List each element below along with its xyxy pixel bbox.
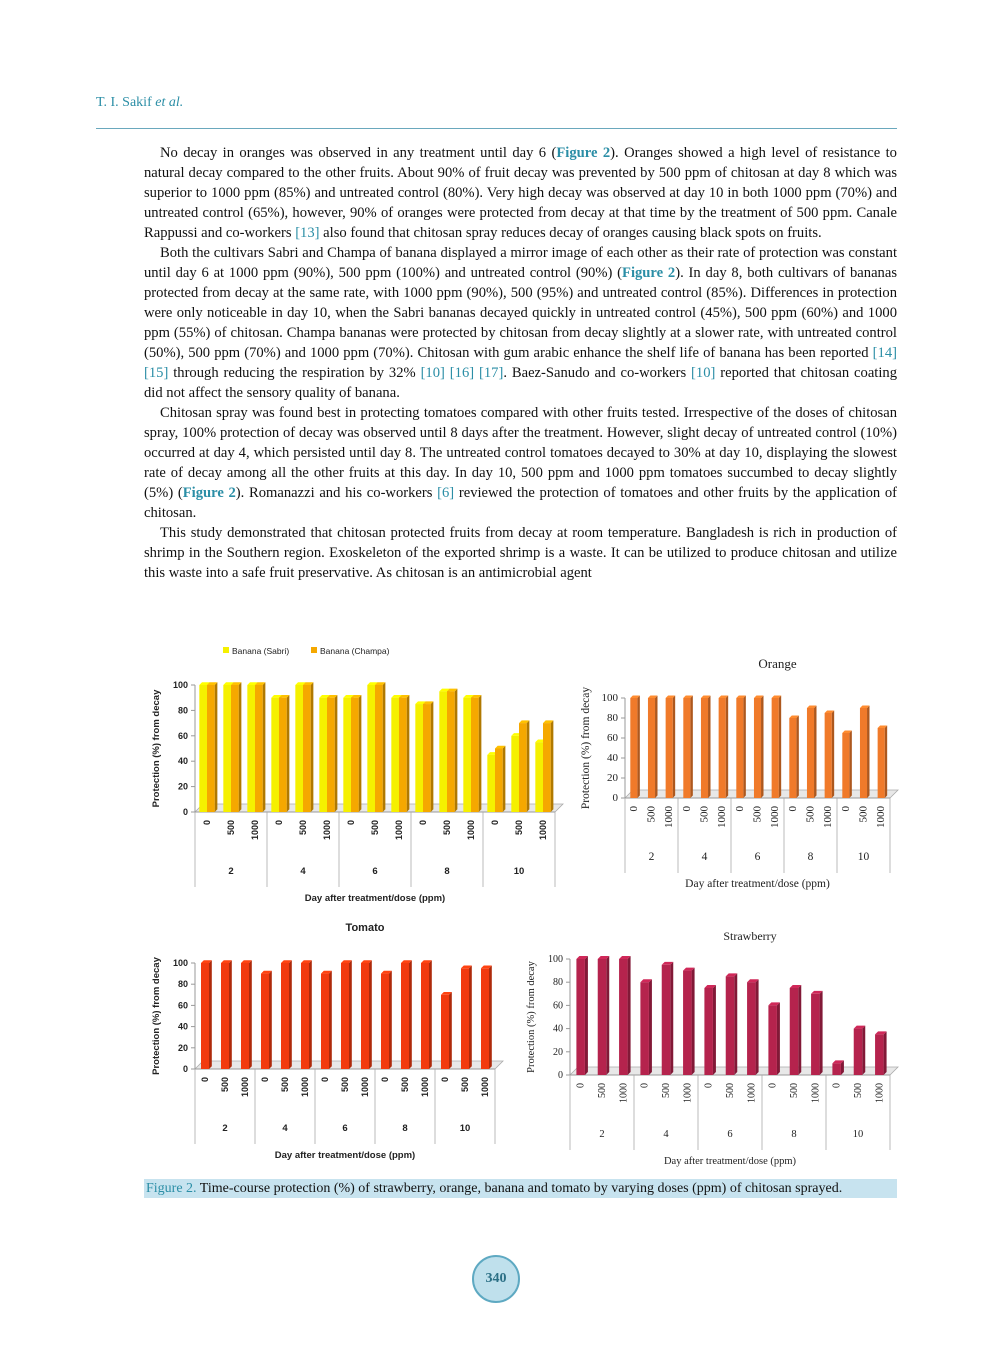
bar (511, 736, 519, 812)
bar (199, 685, 207, 812)
reference-link[interactable]: [17] (479, 365, 504, 381)
bar (807, 708, 814, 798)
bar-side (690, 696, 692, 798)
bar (223, 685, 231, 812)
bar-side (649, 979, 652, 1075)
bar-side (527, 720, 530, 812)
paragraph (144, 143, 897, 243)
x-group-label: 6 (372, 866, 378, 877)
paragraph (144, 403, 897, 523)
x-dose-label: 1000 (618, 1083, 630, 1103)
bar-side (756, 979, 759, 1075)
header-rule (96, 128, 897, 129)
x-dose-label: 0 (418, 820, 428, 826)
y-axis-label: Protection (%) from decay (580, 686, 592, 810)
legend-swatch (311, 647, 317, 653)
bar (789, 718, 796, 798)
x-dose-label: 500 (751, 806, 764, 823)
bar (860, 708, 867, 798)
orange-chart (570, 650, 900, 905)
bar-side (269, 971, 272, 1069)
bar (351, 698, 359, 812)
text-run: also found that chitosan spray reduces decay of oranges causing black spots on fruits. (319, 225, 822, 241)
x-dose-label: 500 (298, 820, 308, 836)
bar-side (761, 696, 763, 798)
x-dose-label: 1000 (300, 1077, 310, 1098)
bar (701, 698, 708, 798)
bar-side (469, 966, 472, 1070)
x-dose-label: 1000 (769, 806, 782, 828)
x-dose-label: 1000 (682, 1083, 694, 1103)
reference-link[interactable]: [13] (295, 225, 320, 241)
bar (768, 1005, 777, 1075)
bar-side (479, 695, 482, 812)
bar (772, 698, 779, 798)
y-tick-label: 60 (177, 730, 188, 741)
y-tick-label: 100 (172, 680, 188, 690)
bar (375, 685, 383, 812)
y-tick-label: 80 (553, 977, 563, 989)
bar-side (551, 720, 554, 812)
body-text (144, 143, 897, 583)
bar-side (708, 696, 710, 798)
bar (481, 968, 489, 1069)
bar (461, 968, 469, 1069)
bar (747, 982, 756, 1075)
figure-caption (144, 1179, 897, 1198)
bar (231, 685, 239, 812)
bar (878, 728, 885, 798)
x-dose-label: 500 (804, 806, 817, 823)
bar-side (449, 992, 452, 1069)
bar-side (329, 971, 332, 1069)
x-dose-label: 500 (857, 806, 870, 823)
reference-link[interactable]: [16] (449, 365, 475, 381)
bar (704, 988, 713, 1075)
text-run: Both the cultivars Sabri and Champa of banana displayed a mirror image of each other as their rate of protection was constant until day 6 at 1000 ppm (90%), 500 ppm (100%) and untreated control (90%) ( (144, 245, 897, 281)
bar-side (369, 960, 372, 1069)
x-dose-label: 0 (274, 820, 284, 826)
x-dose-label: 500 (789, 1083, 800, 1098)
y-tick-label: 40 (553, 1023, 563, 1035)
orange-chart-svg (570, 650, 900, 905)
bar (391, 698, 399, 812)
author-name: T. I. Sakif (96, 95, 152, 110)
bar-side (798, 985, 801, 1075)
x-dose-label: 500 (661, 1083, 672, 1098)
y-tick-label: 0 (558, 1070, 563, 1081)
text-run: reported that chitosan coating did not affect the sensory quality of banana. (144, 365, 898, 401)
bar-side (503, 746, 506, 812)
bar (619, 959, 628, 1075)
bar (301, 963, 309, 1069)
bar (207, 685, 215, 812)
bar (439, 691, 447, 812)
bar (854, 1029, 863, 1075)
bar (832, 1063, 841, 1075)
bar-side (455, 689, 458, 812)
bar-side (209, 960, 212, 1069)
x-group-label: 8 (402, 1123, 408, 1134)
x-group-label: 10 (459, 1123, 471, 1134)
text-run: through reducing the respiration by 32% (168, 365, 421, 381)
bar-side (239, 682, 242, 812)
banana-chart (140, 640, 565, 910)
bar-side (814, 706, 816, 798)
x-dose-label: 1000 (360, 1077, 370, 1098)
x-dose-label: 500 (280, 1077, 290, 1093)
text-run: ). In day 8, both cultivars of bananas protected from decay at the same rate, with 1000 ppm (90%), 500 (95%) and untreated control (85%). Differences in protection were only noticeable in day 10, when the Sabri bananas decayed quickly in untreated control (45%), 500 ppm (60%) and 1000 ppm (55%) of chitosan. Champa bananas were protected by chitosan from decay slightly at a slower rate, with untreated control (50%), 500 ppm (70%) and 1000 ppm (70%). Chitosan with gum arabic enhance the shelf life of banana has been reported (144, 265, 898, 361)
bar (875, 1034, 884, 1075)
bar-side (670, 962, 673, 1075)
y-axis-label: Protection (%) from decay (526, 961, 537, 1073)
x-dose-label: 500 (597, 1083, 608, 1098)
x-dose-label: 0 (320, 1077, 330, 1083)
et-al: et al. (155, 95, 184, 110)
x-group-label: 10 (857, 851, 870, 863)
bar-side (673, 696, 675, 798)
figure-link[interactable]: Figure 2 (622, 265, 676, 281)
bar-side (655, 696, 657, 798)
bar (261, 974, 269, 1069)
bar (367, 685, 375, 812)
bar (255, 685, 263, 812)
reference-link[interactable]: [10] (420, 365, 445, 381)
bar (719, 698, 726, 798)
bar (421, 963, 429, 1069)
x-dose-label: 0 (703, 1083, 715, 1088)
x-group-label: 4 (282, 1123, 288, 1134)
x-group-label: 6 (754, 851, 761, 863)
bar-side (743, 696, 745, 798)
legend-swatch (223, 647, 229, 653)
bar (201, 963, 209, 1069)
x-axis-label: Day after treatment/dose (ppm) (274, 1150, 416, 1161)
x-dose-label: 0 (639, 1083, 651, 1088)
bar-side (263, 682, 266, 812)
bar (381, 974, 389, 1069)
bar-side (734, 973, 737, 1075)
x-dose-label: 0 (786, 806, 799, 812)
x-dose-label: 1000 (810, 1083, 822, 1103)
bar (321, 974, 329, 1069)
x-dose-label: 0 (490, 820, 500, 826)
bar-side (713, 985, 716, 1075)
y-tick-label: 20 (177, 1042, 188, 1053)
x-group-label: 8 (791, 1129, 797, 1140)
x-group-label: 2 (599, 1129, 605, 1140)
y-tick-label: 20 (553, 1046, 563, 1058)
text-run: reviewed the protection of tomatoes and other fruits by the application of chitosan. (144, 485, 898, 521)
x-dose-label: 0 (202, 820, 212, 826)
bar (662, 965, 671, 1075)
x-dose-label: 1000 (538, 820, 548, 841)
x-dose-label: 1000 (420, 1077, 430, 1098)
x-dose-label: 1000 (466, 820, 476, 841)
bar (295, 685, 303, 812)
y-tick-label: 60 (177, 1000, 188, 1011)
x-dose-label: 0 (200, 1077, 210, 1083)
y-tick-label: 0 (612, 792, 618, 804)
bar (241, 963, 249, 1069)
text-run: . Baez-Sanudo and co-workers (503, 365, 692, 381)
running-head (96, 95, 183, 111)
x-group-label: 8 (444, 866, 450, 877)
reference-link[interactable]: [10] (691, 365, 716, 381)
bar-side (862, 1026, 865, 1075)
bar (221, 963, 229, 1069)
x-dose-label: 1000 (875, 806, 888, 828)
bar-side (309, 960, 312, 1069)
bar (343, 698, 351, 812)
x-dose-label: 1000 (874, 1083, 886, 1103)
x-group-label: 4 (663, 1129, 669, 1140)
x-group-label: 8 (807, 851, 814, 863)
paragraph (144, 243, 897, 403)
bar-side (429, 960, 432, 1069)
bar-side (489, 966, 492, 1070)
bar (543, 723, 551, 812)
x-group-label: 6 (342, 1123, 348, 1134)
figure-label: Figure 2. (146, 1181, 197, 1196)
bar (811, 994, 820, 1075)
bar (825, 713, 832, 798)
legend-label: Banana (Champa) (320, 646, 390, 656)
bar (640, 982, 649, 1075)
x-axis-label: Day after treatment/dose (ppm) (663, 1156, 797, 1167)
x-dose-label: 0 (831, 1083, 843, 1088)
bar (271, 698, 279, 812)
x-group-label: 2 (222, 1123, 228, 1134)
bar (361, 963, 369, 1069)
x-dose-label: 0 (767, 1083, 779, 1088)
y-axis-label: Protection (%) from decay (151, 957, 162, 1075)
x-dose-label: 500 (514, 820, 524, 836)
bar-side (779, 696, 781, 798)
bar (471, 698, 479, 812)
bar (487, 755, 495, 812)
y-tick-label: 40 (177, 756, 188, 767)
bar (842, 733, 849, 798)
x-dose-label: 500 (226, 820, 236, 836)
x-dose-label: 1000 (716, 806, 729, 828)
x-dose-label: 500 (698, 806, 711, 823)
caption-text: Time-course protection (%) of strawberry, orange, banana and tomato by varying doses (ppm) of chitosan sprayed. (196, 1181, 843, 1196)
bar (683, 971, 692, 1075)
text-run: ). Oranges showed a high level of resistance to natural decay compared to the other fruits. About 90% of fruit decay was prevented by 500 ppm of chitosan at day 8 which was superior to 1000 ppm (85%) and untreated control (80%). Very high decay was observed at day 10 in both 1000 ppm (70%) and untreated control (65%), however, 90% of oranges were protected from decay at that time by the treatment of 500 ppm. Canale Rappussi and co-workers (144, 145, 897, 241)
bar-side (796, 716, 798, 798)
bar-side (849, 731, 851, 798)
bar-side (215, 682, 218, 812)
bar-side (431, 701, 434, 812)
strawberry-chart-svg (515, 925, 900, 1175)
y-tick-label: 100 (548, 954, 563, 965)
chart-title: Strawberry (723, 929, 777, 943)
x-dose-label: 500 (442, 820, 452, 836)
bar (648, 698, 655, 798)
paragraph (144, 523, 897, 583)
bar-side (229, 960, 232, 1069)
figure-link[interactable]: Figure 2 (556, 145, 611, 161)
y-tick-label: 80 (177, 979, 188, 990)
bar (441, 995, 449, 1069)
x-dose-label: 0 (680, 806, 693, 812)
legend-label: Banana (Sabri) (232, 646, 290, 656)
bar (495, 749, 503, 813)
x-dose-label: 0 (627, 806, 640, 812)
x-dose-label: 1000 (480, 1077, 490, 1098)
y-tick-label: 80 (607, 712, 618, 724)
strawberry-chart (515, 925, 900, 1175)
bar (754, 698, 761, 798)
bar-side (359, 695, 362, 812)
chart-title: Orange (758, 656, 797, 671)
tomato-chart-svg (140, 915, 510, 1170)
bar (281, 963, 289, 1069)
bar-side (349, 960, 352, 1069)
y-tick-label: 0 (182, 807, 188, 817)
y-tick-label: 40 (607, 752, 618, 764)
x-dose-label: 0 (440, 1077, 450, 1083)
bar-side (383, 682, 386, 812)
bar (736, 698, 743, 798)
x-dose-label: 500 (460, 1077, 470, 1093)
x-dose-label: 0 (380, 1077, 390, 1083)
x-dose-label: 1000 (240, 1077, 250, 1098)
x-dose-label: 1000 (663, 806, 676, 828)
bar-side (692, 968, 695, 1075)
chart-title: Tomato (345, 922, 385, 934)
y-tick-label: 60 (553, 1000, 563, 1012)
bar-side (832, 711, 834, 798)
bar (341, 963, 349, 1069)
bar (576, 959, 585, 1075)
bar-side (637, 696, 639, 798)
bar-side (289, 960, 292, 1069)
x-group-label: 2 (648, 851, 655, 863)
text-run: This study demonstrated that chitosan protected fruits from decay at room temperature. Bangladesh is rich in production of shrimp in the Southern region. Exoskeleton of the exported shrimp is a waste. It can be utilized to produce chitosan and utilize this waste into a safe fruit preservative. As chitosan is an antimicrobial agent (144, 525, 897, 581)
x-dose-label: 0 (575, 1083, 587, 1088)
x-dose-label: 1000 (746, 1083, 758, 1103)
bar-side (409, 960, 412, 1069)
x-group-label: 4 (300, 866, 306, 877)
bar-side (585, 956, 588, 1075)
y-tick-label: 20 (177, 781, 188, 792)
bar-side (885, 726, 887, 798)
x-dose-label: 500 (370, 820, 380, 836)
text-run: Chitosan spray was found best in protecting tomatoes compared with other fruits tested. Irrespective of the doses of chitosan spray, 100% protection of decay was observed until 8 days after the treatment. However, slight decay of untreated control (10%) occurred at day 4, which persisted until day 8. The untreated control tomatoes decayed to 30% at day 10, displaying the slowest rate of decay among all the other fruits at this day. In day 10, 500 ppm and 1000 ppm tomatoes succumbed to decay slightly (5%) ( (144, 405, 897, 501)
x-group-label: 10 (852, 1129, 864, 1140)
bar (790, 988, 799, 1075)
reference-link[interactable]: [6] (437, 485, 455, 501)
text-run: ). Romanazzi and his co-workers (235, 485, 438, 501)
bar (415, 704, 423, 812)
figure-link[interactable]: Figure 2 (182, 485, 236, 501)
reference-link[interactable]: [15] (144, 365, 169, 381)
x-dose-label: 1000 (322, 820, 332, 841)
x-group-label: 4 (701, 851, 708, 863)
y-tick-label: 20 (607, 772, 618, 784)
bar-side (820, 991, 823, 1075)
bar (535, 742, 543, 812)
bar (247, 685, 255, 812)
y-tick-label: 80 (177, 705, 188, 716)
text-run: No decay in oranges was observed in any treatment until day 6 ( (160, 145, 557, 161)
y-tick-label: 0 (182, 1064, 188, 1074)
bar-side (287, 695, 290, 812)
bar (463, 698, 471, 812)
x-dose-label: 1000 (394, 820, 404, 841)
x-dose-label: 0 (733, 806, 746, 812)
bar (630, 698, 637, 798)
bar (423, 704, 431, 812)
bar-side (726, 696, 728, 798)
bar (303, 685, 311, 812)
x-dose-label: 500 (645, 806, 658, 823)
x-dose-label: 1000 (250, 820, 260, 841)
tomato-chart (140, 915, 510, 1170)
y-tick-label: 40 (177, 1021, 188, 1032)
bar-side (884, 1031, 887, 1075)
x-group-label: 2 (228, 866, 234, 877)
y-tick-label: 60 (607, 732, 618, 744)
x-dose-label: 500 (340, 1077, 350, 1093)
x-dose-label: 500 (725, 1083, 736, 1098)
bar (447, 691, 455, 812)
y-tick-label: 100 (601, 692, 618, 704)
bar (401, 963, 409, 1069)
bar (279, 698, 287, 812)
bar (327, 698, 335, 812)
bar-side (407, 695, 410, 812)
x-dose-label: 0 (346, 820, 356, 826)
bar-side (628, 956, 631, 1075)
x-dose-label: 1000 (822, 806, 835, 828)
bar (666, 698, 673, 798)
x-dose-label: 0 (839, 806, 852, 812)
bar-side (311, 682, 314, 812)
bar (319, 698, 327, 812)
x-axis-label: Day after treatment/dose (ppm) (304, 893, 446, 904)
x-dose-label: 0 (260, 1077, 270, 1083)
bar (519, 723, 527, 812)
reference-link[interactable]: [14] (872, 345, 897, 361)
x-dose-label: 500 (853, 1083, 864, 1098)
bar (399, 698, 407, 812)
bar-side (606, 956, 609, 1075)
bar (598, 959, 607, 1075)
banana-chart-svg (140, 640, 565, 910)
bar-side (389, 971, 392, 1069)
x-group-label: 6 (727, 1129, 733, 1140)
x-dose-label: 500 (400, 1077, 410, 1093)
bar-side (867, 706, 869, 798)
bar (726, 976, 735, 1075)
bar (683, 698, 690, 798)
bar-side (249, 960, 252, 1069)
x-axis-label: Day after treatment/dose (ppm) (685, 878, 830, 890)
page-number: 340 (472, 1255, 520, 1303)
x-dose-label: 500 (220, 1077, 230, 1093)
y-axis-label: Protection (%) from decay (151, 689, 162, 808)
bar-side (777, 1002, 780, 1075)
x-group-label: 10 (513, 866, 525, 877)
bar-side (335, 695, 338, 812)
y-tick-label: 100 (172, 958, 188, 968)
